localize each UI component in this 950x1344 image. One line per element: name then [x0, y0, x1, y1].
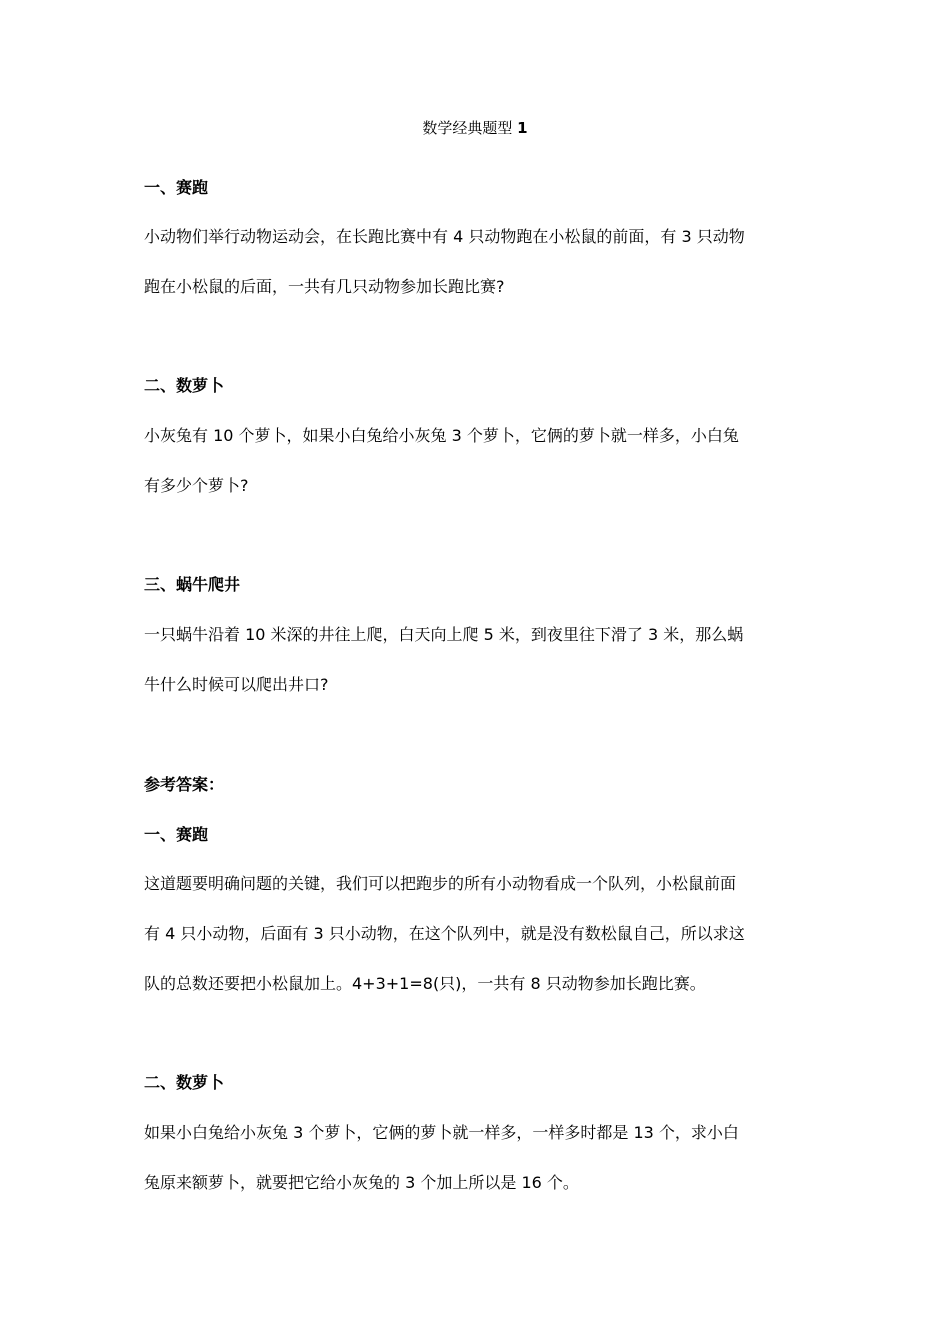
answer-2-heading: 二、数萝卜 — [144, 1073, 225, 1092]
answers-heading: 参考答案： — [144, 775, 225, 794]
question-1-heading: 一、赛跑 — [144, 178, 209, 197]
document-title-text: 数学经典题型 — [422, 119, 513, 137]
answer-2-line-2: 兔原来额萝卜，就要把它给小灰兔的 3 个加上所以是 16 个。 — [144, 1173, 579, 1192]
question-3-text — [144, 610, 808, 710]
answer-1-line-2: 有 4 只小动物，后面有 3 只小动物，在这个队列中，就是没有数松鼠自己，所以求这 — [144, 924, 745, 943]
answer-1-line-3: 队的总数还要把小松鼠加上。4+3+1=8(只)，一共有 8 只动物参加长跑比赛。 — [144, 974, 706, 993]
question-2-heading: 二、数萝卜 — [144, 376, 225, 395]
answer-1-text — [144, 859, 808, 1009]
question-2-line-1: 小灰兔有 10 个萝卜，如果小白兔给小灰兔 3 个萝卜，它俩的萝卜就一样多，小白兔 — [144, 426, 739, 445]
question-1-text — [144, 212, 808, 312]
question-3-heading: 三、蜗牛爬井 — [144, 575, 241, 594]
answer-2-line-1: 如果小白兔给小灰兔 3 个萝卜，它俩的萝卜就一样多，一样多时都是 13 个，求小白 — [144, 1123, 739, 1142]
answer-2-text — [144, 1108, 808, 1208]
document-title — [0, 118, 950, 138]
question-2-line-2: 有多少个萝卜? — [144, 476, 249, 495]
answer-1-line-1: 这道题要明确问题的关键，我们可以把跑步的所有小动物看成一个队列，小松鼠前面 — [144, 874, 737, 893]
document-title-number: 1 — [517, 119, 528, 137]
question-3-line-2: 牛什么时候可以爬出井口? — [144, 675, 329, 694]
answer-1-heading: 一、赛跑 — [144, 825, 209, 844]
question-1-line-2: 跑在小松鼠的后面，一共有几只动物参加长跑比赛? — [144, 277, 505, 296]
question-3-line-1: 一只蜗牛沿着 10 米深的井往上爬，白天向上爬 5 米，到夜里往下滑了 3 米，那么蜗 — [144, 625, 744, 644]
question-1-line-1: 小动物们举行动物运动会，在长跑比赛中有 4 只动物跑在小松鼠的前面，有 3 只动物 — [144, 227, 745, 246]
question-2-text — [144, 411, 808, 511]
